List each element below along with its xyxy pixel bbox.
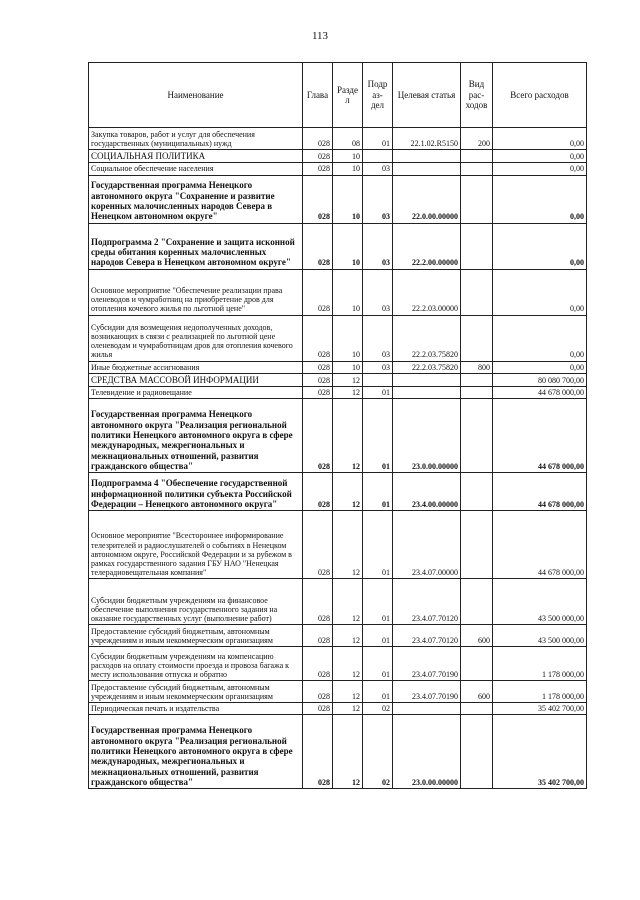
row-target: 22.2.03.75820 <box>393 361 461 373</box>
table-row <box>89 511 587 579</box>
row-name: Основное мероприятие "Всестороннее информирование телезрителей и радиослушателей о событиях в Ненецком автономном округе, Российской Федерации и за рубежом в рамках государственного задания ГБУ НАО "Ненецкая телерадиовещательная компания" <box>89 511 303 579</box>
row-glava: 028 <box>303 399 333 473</box>
row-glava: 028 <box>303 361 333 373</box>
row-vid: 600 <box>461 625 493 647</box>
row-name: Субсидии бюджетным учреждениям на финансовое обеспечение выполнения государственного задания на оказание государственных услуг (выполнение работ) <box>89 579 303 625</box>
row-name: Субсидии бюджетным учреждениям на компенсацию расходов на оплату стоимости проезда и провоза багажа к месту использования отпуска и обратно <box>89 647 303 681</box>
row-razdel: 10 <box>333 223 363 269</box>
row-total: 0,00 <box>493 128 587 150</box>
row-glava: 028 <box>303 223 333 269</box>
row-vid <box>461 703 493 715</box>
row-vid <box>461 647 493 681</box>
row-vid <box>461 269 493 315</box>
row-total: 43 500 000,00 <box>493 625 587 647</box>
row-target: 22.2.03.00000 <box>393 269 461 315</box>
row-razdel: 12 <box>333 387 363 399</box>
row-podrazdel: 03 <box>363 315 393 361</box>
page-number: 113 <box>311 30 329 42</box>
row-total: 0,00 <box>493 175 587 223</box>
row-vid <box>461 315 493 361</box>
table-row <box>89 315 587 361</box>
row-target: 23.4.07.70190 <box>393 681 461 703</box>
row-glava: 028 <box>303 681 333 703</box>
table-row <box>89 373 587 386</box>
table-row <box>89 387 587 399</box>
row-total: 35 402 700,00 <box>493 703 587 715</box>
row-total: 35 402 700,00 <box>493 715 587 789</box>
table-row <box>89 399 587 473</box>
row-name: Социальное обеспечение населения <box>89 163 303 175</box>
row-razdel: 10 <box>333 150 363 163</box>
row-razdel: 12 <box>333 625 363 647</box>
row-razdel: 10 <box>333 269 363 315</box>
row-target: 22.2.03.75820 <box>393 315 461 361</box>
row-glava: 028 <box>303 703 333 715</box>
row-name: Подпрограмма 4 "Обеспечение государственной информационной политики субъекта Российской Федерации – Ненецкого автономного округа" <box>89 473 303 511</box>
header-target: Целевая статья <box>393 63 461 128</box>
table-row <box>89 223 587 269</box>
table-row <box>89 175 587 223</box>
row-name: Основное мероприятие "Обеспечение реализации права оленеводов и чумработниц на приобретение дров для отопления кочевого жилья по льготной цене" <box>89 269 303 315</box>
row-target <box>393 373 461 386</box>
row-target: 22.1.02.R5150 <box>393 128 461 150</box>
row-total: 0,00 <box>493 163 587 175</box>
row-target: 23.0.00.00000 <box>393 715 461 789</box>
row-razdel: 12 <box>333 373 363 386</box>
row-vid <box>461 473 493 511</box>
row-target: 23.4.07.70120 <box>393 579 461 625</box>
row-glava: 028 <box>303 175 333 223</box>
row-glava: 028 <box>303 128 333 150</box>
row-vid: 800 <box>461 361 493 373</box>
row-name: Государственная программа Ненецкого автономного округа "Сохранение и развитие коренных малочисленных народов Севера в Ненецком автономном округе" <box>89 175 303 223</box>
row-razdel: 12 <box>333 647 363 681</box>
row-vid <box>461 373 493 386</box>
row-podrazdel <box>363 150 393 163</box>
row-podrazdel: 01 <box>363 625 393 647</box>
row-total: 0,00 <box>493 150 587 163</box>
row-podrazdel: 03 <box>363 223 393 269</box>
header-glava: Глава <box>303 63 333 128</box>
row-razdel: 10 <box>333 175 363 223</box>
row-glava: 028 <box>303 715 333 789</box>
row-name: Периодическая печать и издательства <box>89 703 303 715</box>
row-target <box>393 387 461 399</box>
row-total: 0,00 <box>493 361 587 373</box>
row-target: 23.4.07.00000 <box>393 511 461 579</box>
row-name: Телевидение и радиовещание <box>89 387 303 399</box>
row-total: 44 678 000,00 <box>493 399 587 473</box>
row-total: 43 500 000,00 <box>493 579 587 625</box>
row-glava: 028 <box>303 150 333 163</box>
row-podrazdel: 01 <box>363 399 393 473</box>
row-name: Предоставление субсидий бюджетным, автономным учреждениям и иным некоммерческим организациям <box>89 625 303 647</box>
row-name: Иные бюджетные ассигнования <box>89 361 303 373</box>
header-name: Наименование <box>89 63 303 128</box>
row-podrazdel: 02 <box>363 715 393 789</box>
table-row <box>89 163 587 175</box>
row-glava: 028 <box>303 579 333 625</box>
row-vid <box>461 175 493 223</box>
row-glava: 028 <box>303 163 333 175</box>
row-vid <box>461 399 493 473</box>
row-target: 23.4.00.00000 <box>393 473 461 511</box>
row-glava: 028 <box>303 269 333 315</box>
row-podrazdel <box>363 373 393 386</box>
row-razdel: 12 <box>333 399 363 473</box>
row-glava: 028 <box>303 387 333 399</box>
table-row <box>89 579 587 625</box>
row-glava: 028 <box>303 625 333 647</box>
row-total: 0,00 <box>493 315 587 361</box>
row-total: 44 678 000,00 <box>493 473 587 511</box>
row-name: Государственная программа Ненецкого автономного округа "Реализация региональной политики Ненецкого автономного округа в сфере международных, межрегиональных и межнациональных отношений, развития гражданского общества" <box>89 715 303 789</box>
row-podrazdel: 01 <box>363 511 393 579</box>
row-target: 22.0.00.00000 <box>393 175 461 223</box>
table-row <box>89 647 587 681</box>
table-row <box>89 625 587 647</box>
row-razdel: 12 <box>333 703 363 715</box>
row-vid <box>461 223 493 269</box>
row-razdel: 10 <box>333 361 363 373</box>
row-total: 44 678 000,00 <box>493 387 587 399</box>
row-glava: 028 <box>303 373 333 386</box>
header-total: Всего расходов <box>493 63 587 128</box>
table-row <box>89 361 587 373</box>
header-podrazdel: Подр аз- дел <box>363 63 393 128</box>
row-glava: 028 <box>303 511 333 579</box>
row-podrazdel: 01 <box>363 579 393 625</box>
table-row <box>89 269 587 315</box>
row-glava: 028 <box>303 315 333 361</box>
row-glava: 028 <box>303 647 333 681</box>
row-name: Субсидии для возмещения недополученных доходов, возникающих в связи с реализацией по льготной цене оленеводам и чумработницам дров для отопления кочевого жилья <box>89 315 303 361</box>
table-header-row <box>89 63 587 128</box>
row-podrazdel: 03 <box>363 269 393 315</box>
table-row <box>89 128 587 150</box>
row-vid: 600 <box>461 681 493 703</box>
row-podrazdel: 01 <box>363 387 393 399</box>
row-podrazdel: 03 <box>363 175 393 223</box>
table-row <box>89 715 587 789</box>
row-razdel: 12 <box>333 473 363 511</box>
row-name: Подпрограмма 2 "Сохранение и защита исконной среды обитания коренных малочисленных народов Севера в Ненецком автономном округе" <box>89 223 303 269</box>
row-total: 80 080 700,00 <box>493 373 587 386</box>
row-total: 1 178 000,00 <box>493 681 587 703</box>
table-row <box>89 473 587 511</box>
row-total: 1 178 000,00 <box>493 647 587 681</box>
row-vid <box>461 579 493 625</box>
row-target: 23.0.00.00000 <box>393 399 461 473</box>
row-total: 0,00 <box>493 223 587 269</box>
row-razdel: 12 <box>333 681 363 703</box>
row-razdel: 08 <box>333 128 363 150</box>
row-podrazdel: 01 <box>363 647 393 681</box>
row-podrazdel: 01 <box>363 681 393 703</box>
row-podrazdel: 01 <box>363 473 393 511</box>
row-vid <box>461 387 493 399</box>
row-target <box>393 163 461 175</box>
row-name: Предоставление субсидий бюджетным, автономным учреждениям и иным некоммерческим организациям <box>89 681 303 703</box>
row-vid <box>461 150 493 163</box>
row-razdel: 10 <box>333 163 363 175</box>
row-vid <box>461 715 493 789</box>
row-name: Закупка товаров, работ и услуг для обеспечения государственных (муниципальных) нужд <box>89 128 303 150</box>
table-row <box>89 703 587 715</box>
row-target <box>393 150 461 163</box>
header-razdel: Разде л <box>333 63 363 128</box>
row-vid <box>461 511 493 579</box>
row-glava: 028 <box>303 473 333 511</box>
row-target: 23.4.07.70190 <box>393 647 461 681</box>
table-row <box>89 681 587 703</box>
row-name: Государственная программа Ненецкого автономного округа "Реализация региональной политики Ненецкого автономного округа в сфере международных, межрегиональных и межнациональных отношений, развития гражданского общества" <box>89 399 303 473</box>
budget-table <box>88 62 587 789</box>
header-vid: Вид рас- ходов <box>461 63 493 128</box>
row-target: 22.2.00.00000 <box>393 223 461 269</box>
row-razdel: 12 <box>333 579 363 625</box>
row-razdel: 10 <box>333 315 363 361</box>
row-podrazdel: 03 <box>363 163 393 175</box>
row-podrazdel: 02 <box>363 703 393 715</box>
table-row <box>89 150 587 163</box>
row-target <box>393 703 461 715</box>
row-vid: 200 <box>461 128 493 150</box>
row-name: СОЦИАЛЬНАЯ ПОЛИТИКА <box>89 150 303 163</box>
row-podrazdel: 01 <box>363 128 393 150</box>
row-target: 23.4.07.70120 <box>393 625 461 647</box>
row-total: 0,00 <box>493 269 587 315</box>
row-razdel: 12 <box>333 511 363 579</box>
row-name: СРЕДСТВА МАССОВОЙ ИНФОРМАЦИИ <box>89 373 303 386</box>
row-razdel: 12 <box>333 715 363 789</box>
row-total: 44 678 000,00 <box>493 511 587 579</box>
row-podrazdel: 03 <box>363 361 393 373</box>
row-vid <box>461 163 493 175</box>
